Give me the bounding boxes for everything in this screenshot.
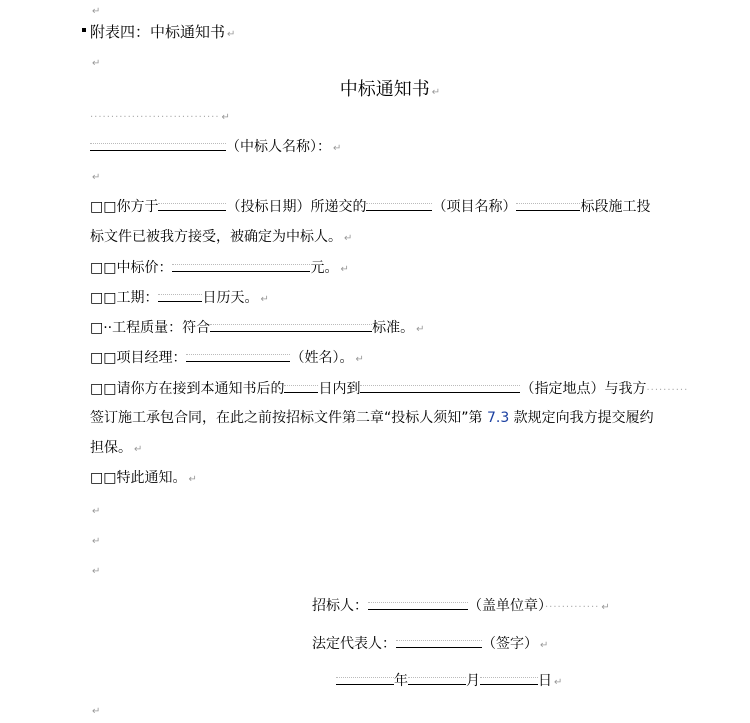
document-title: 中标通知书 ↵ — [339, 79, 441, 100]
recipient-name-blank[interactable] — [90, 136, 226, 151]
bid-price-blank[interactable] — [172, 257, 310, 272]
date-line: 年 月 日 ↵ — [336, 670, 562, 690]
duration-line: □□工期： 日历天。 ↵ — [90, 287, 269, 307]
empty-paragraph: ↵ — [92, 536, 101, 547]
bid-date-blank[interactable] — [158, 196, 226, 211]
appendix-heading: 附表四：中标通知书 ↵ — [90, 23, 236, 41]
para1-line1: □□你方于 （投标日期）所递交的 （项目名称） 标段施工投 — [90, 196, 650, 216]
month-blank[interactable] — [408, 670, 466, 685]
notice-line: □□特此通知。 ↵ — [90, 470, 197, 486]
quality-standard-blank[interactable] — [210, 317, 372, 332]
dotted-spacer: ······························· ↵ — [90, 112, 230, 123]
para2-line2: 签订施工承包合同，在此之前按招标文件第二章“投标人须知”第 7.3 款规定向我方提交履约 — [90, 410, 654, 426]
legal-rep-blank[interactable] — [396, 633, 482, 648]
bid-price-line: □□中标价： 元。 ↵ — [90, 257, 349, 277]
para2-line1: □□请你方在接到本通知书后的 日内到 （指定地点）与我方·········· — [90, 378, 688, 398]
duration-blank[interactable] — [158, 287, 202, 302]
tenderer-line: 招标人： （盖单位章）············· ↵ — [312, 595, 610, 615]
para2-line3: 担保。 ↵ — [90, 440, 143, 456]
empty-paragraph: ↵ — [92, 6, 101, 17]
heading-bullet — [82, 28, 86, 32]
year-blank[interactable] — [336, 670, 394, 685]
day-blank[interactable] — [480, 670, 538, 685]
project-name-blank[interactable] — [366, 196, 432, 211]
empty-paragraph: ↵ — [92, 506, 101, 517]
para1-line2: 标文件已被我方接受，被确定为中标人。 ↵ — [90, 229, 353, 245]
legal-rep-line: 法定代表人： （签字） ↵ — [312, 633, 548, 653]
project-manager-line: □□项目经理： （姓名）。 ↵ — [90, 347, 364, 367]
manager-name-blank[interactable] — [186, 347, 290, 362]
section-blank[interactable] — [516, 196, 580, 211]
empty-paragraph: ↵ — [92, 566, 101, 577]
empty-paragraph: ↵ — [92, 706, 101, 717]
location-blank[interactable] — [360, 378, 520, 393]
empty-paragraph: ↵ — [92, 58, 101, 69]
recipient-line: （中标人名称）： ↵ — [90, 136, 341, 156]
quality-line: □··工程质量：符合 标准。 ↵ — [90, 317, 425, 337]
tenderer-blank[interactable] — [368, 595, 468, 610]
empty-paragraph: ↵ — [92, 172, 101, 183]
days-blank[interactable] — [284, 378, 318, 393]
